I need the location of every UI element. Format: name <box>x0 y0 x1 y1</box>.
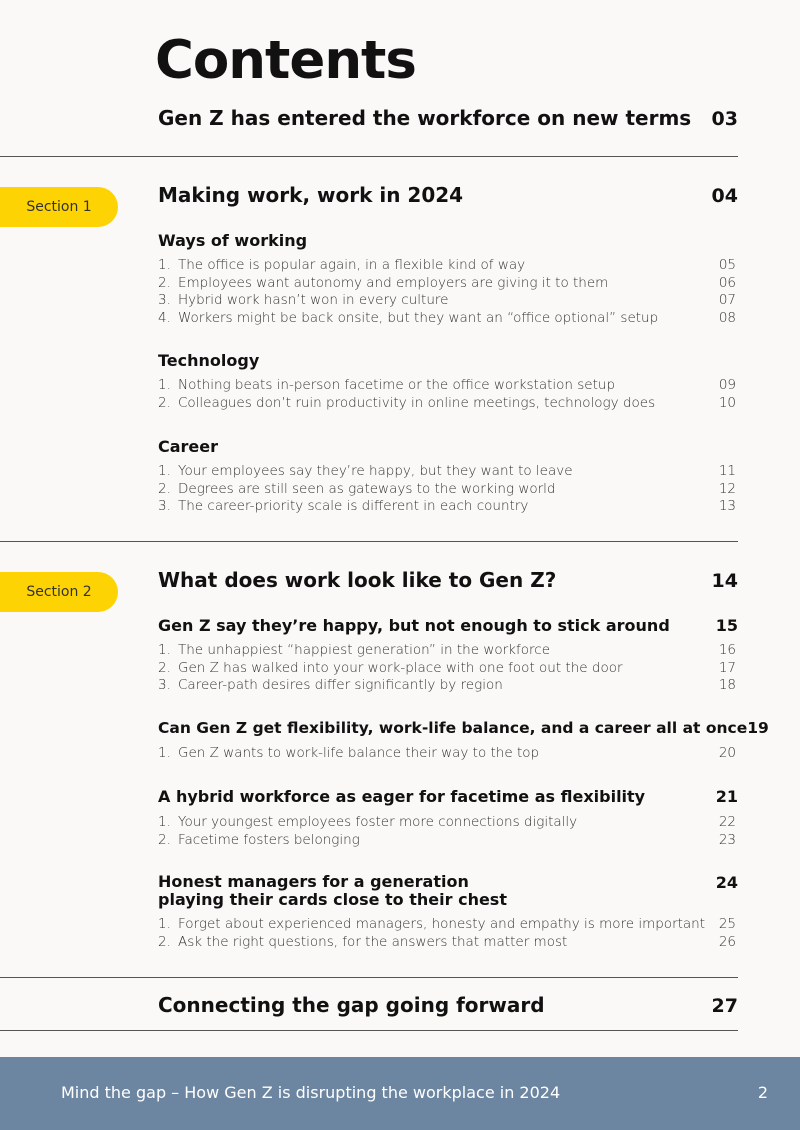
item-label: Gen Z has walked into your work-place with one foot out the door <box>178 659 623 676</box>
toc-entry-section-1[interactable] <box>158 183 738 207</box>
item-number: 2. <box>158 831 171 848</box>
item-number: 3. <box>158 292 171 308</box>
heading-line-2: playing their cards close to their chest <box>158 890 507 909</box>
list-item[interactable] <box>158 292 736 310</box>
item-label: Degrees are still seen as gateways to the working world <box>178 480 556 497</box>
subsection-heading-ways-of-working[interactable] <box>158 231 738 250</box>
page-number: 2 <box>757 1083 768 1102</box>
list-item[interactable] <box>158 916 736 934</box>
toc-list-career <box>158 463 736 516</box>
subsection-heading-page: 21 <box>715 787 738 806</box>
item-number: 3. <box>158 498 171 514</box>
list-item[interactable] <box>158 377 736 395</box>
subsection-heading-label: Career <box>158 437 219 456</box>
item-label: Hybrid work hasn’t won in every culture <box>178 292 449 308</box>
item-page: 26 <box>718 933 736 950</box>
toc-list-managers <box>158 916 736 951</box>
divider <box>0 156 738 157</box>
item-number: 2. <box>158 274 171 291</box>
subsection-heading-happy[interactable] <box>158 616 738 635</box>
list-item[interactable] <box>158 934 736 952</box>
toc-entry-closing[interactable] <box>158 993 738 1017</box>
list-item[interactable] <box>158 310 736 328</box>
item-page: 23 <box>718 831 736 848</box>
subsection-heading-label <box>158 873 507 909</box>
list-item[interactable] <box>158 814 736 832</box>
subsection-heading-flexibility[interactable] <box>158 719 769 737</box>
item-page: 17 <box>718 659 736 676</box>
subsection-heading-hybrid[interactable] <box>158 787 738 806</box>
list-item[interactable] <box>158 463 736 481</box>
toc-entry-page: 14 <box>711 570 738 592</box>
divider <box>0 541 738 542</box>
toc-list-technology <box>158 377 736 412</box>
item-label: The office is popular again, in a flexible kind of way <box>178 257 526 273</box>
subsection-heading-label: Can Gen Z get flexibility, work-life balance, and a career all at once <box>158 719 748 737</box>
item-page: 22 <box>718 814 736 830</box>
item-label: Facetime fosters belonging <box>178 831 360 848</box>
item-label: The career-priority scale is different in each country <box>178 498 529 514</box>
toc-entry-label: Connecting the gap going forward <box>158 993 545 1017</box>
item-label: Career-path desires differ significantly by region <box>178 677 503 693</box>
page-footer <box>0 1057 800 1130</box>
toc-list-ways-of-working <box>158 257 736 327</box>
subsection-heading-page: 15 <box>715 616 738 635</box>
toc-entry-label: What does work look like to Gen Z? <box>158 568 557 592</box>
list-item[interactable] <box>158 395 736 413</box>
item-number: 2. <box>158 933 171 950</box>
item-page: 20 <box>718 745 736 761</box>
item-page: 25 <box>718 916 736 932</box>
item-page: 18 <box>718 677 736 693</box>
item-label: Workers might be back onsite, but they want an “office optional” setup <box>178 309 659 326</box>
item-page: 10 <box>718 394 736 411</box>
toc-entry-page: 04 <box>711 185 738 207</box>
subsection-heading-label: Ways of working <box>158 231 308 250</box>
divider <box>0 977 738 978</box>
item-page: 11 <box>718 463 736 479</box>
toc-list-flexibility <box>158 745 736 763</box>
item-page: 09 <box>718 377 736 393</box>
item-number: 3. <box>158 677 171 693</box>
item-number: 1. <box>158 377 171 393</box>
list-item[interactable] <box>158 832 736 850</box>
subsection-heading-label: Gen Z say they’re happy, but not enough to stick around <box>158 616 670 635</box>
section-1-badge: Section 1 <box>0 187 118 227</box>
toc-list-hybrid <box>158 814 736 849</box>
item-label: The unhappiest “happiest generation” in the workforce <box>178 642 550 658</box>
item-number: 4. <box>158 309 171 326</box>
toc-entry-intro[interactable] <box>158 106 738 130</box>
item-label: Colleagues don’t ruin productivity in online meetings, technology does <box>178 394 656 411</box>
item-label: Nothing beats in-person facetime or the office workstation setup <box>178 377 616 393</box>
toc-entry-section-2[interactable] <box>158 568 738 592</box>
item-label: Forget about experienced managers, honesty and empathy is more important <box>178 916 706 932</box>
list-item[interactable] <box>158 498 736 516</box>
item-number: 2. <box>158 394 171 411</box>
toc-entry-label: Gen Z has entered the workforce on new terms <box>158 106 692 130</box>
list-item[interactable] <box>158 660 736 678</box>
item-page: 12 <box>718 480 736 497</box>
item-label: Ask the right questions, for the answers that matter most <box>178 933 568 950</box>
item-page: 07 <box>718 292 736 308</box>
list-item[interactable] <box>158 642 736 660</box>
item-number: 1. <box>158 916 171 932</box>
subsection-heading-page: 24 <box>715 873 738 892</box>
item-number: 1. <box>158 745 171 761</box>
item-label: Your youngest employees foster more connections digitally <box>178 814 578 830</box>
toc-entry-page: 27 <box>711 995 738 1017</box>
subsection-heading-page: 19 <box>747 719 769 737</box>
item-page: 08 <box>718 309 736 326</box>
section-2-badge: Section 2 <box>0 572 118 612</box>
item-number: 1. <box>158 257 171 273</box>
list-item[interactable] <box>158 677 736 695</box>
toc-list-happy <box>158 642 736 695</box>
item-page: 16 <box>718 642 736 658</box>
toc-entry-label: Making work, work in 2024 <box>158 183 464 207</box>
heading-line-1: Honest managers for a generation <box>158 872 469 891</box>
toc-entry-page: 03 <box>711 108 738 130</box>
item-label: Gen Z wants to work-life balance their way to the top <box>178 745 540 761</box>
item-page: 05 <box>718 257 736 273</box>
item-number: 1. <box>158 463 171 479</box>
subsection-heading-label: A hybrid workforce as eager for facetime as flexibility <box>158 787 646 806</box>
subsection-heading-career[interactable] <box>158 437 738 456</box>
item-page: 06 <box>718 274 736 291</box>
item-number: 1. <box>158 814 171 830</box>
list-item[interactable] <box>158 481 736 499</box>
item-page: 13 <box>718 498 736 514</box>
page-title: Contents <box>155 30 416 91</box>
subsection-heading-managers[interactable] <box>158 873 738 909</box>
item-label: Employees want autonomy and employers are giving it to them <box>178 274 609 291</box>
subsection-heading-technology[interactable] <box>158 351 738 370</box>
item-label: Your employees say they’re happy, but they want to leave <box>178 463 573 479</box>
footer-title: Mind the gap – How Gen Z is disrupting the workplace in 2024 <box>61 1083 561 1102</box>
item-number: 2. <box>158 480 171 497</box>
list-item[interactable] <box>158 745 736 763</box>
subsection-heading-label: Technology <box>158 351 260 370</box>
item-number: 1. <box>158 642 171 658</box>
list-item[interactable] <box>158 275 736 293</box>
list-item[interactable] <box>158 257 736 275</box>
item-number: 2. <box>158 659 171 676</box>
divider <box>0 1030 738 1031</box>
